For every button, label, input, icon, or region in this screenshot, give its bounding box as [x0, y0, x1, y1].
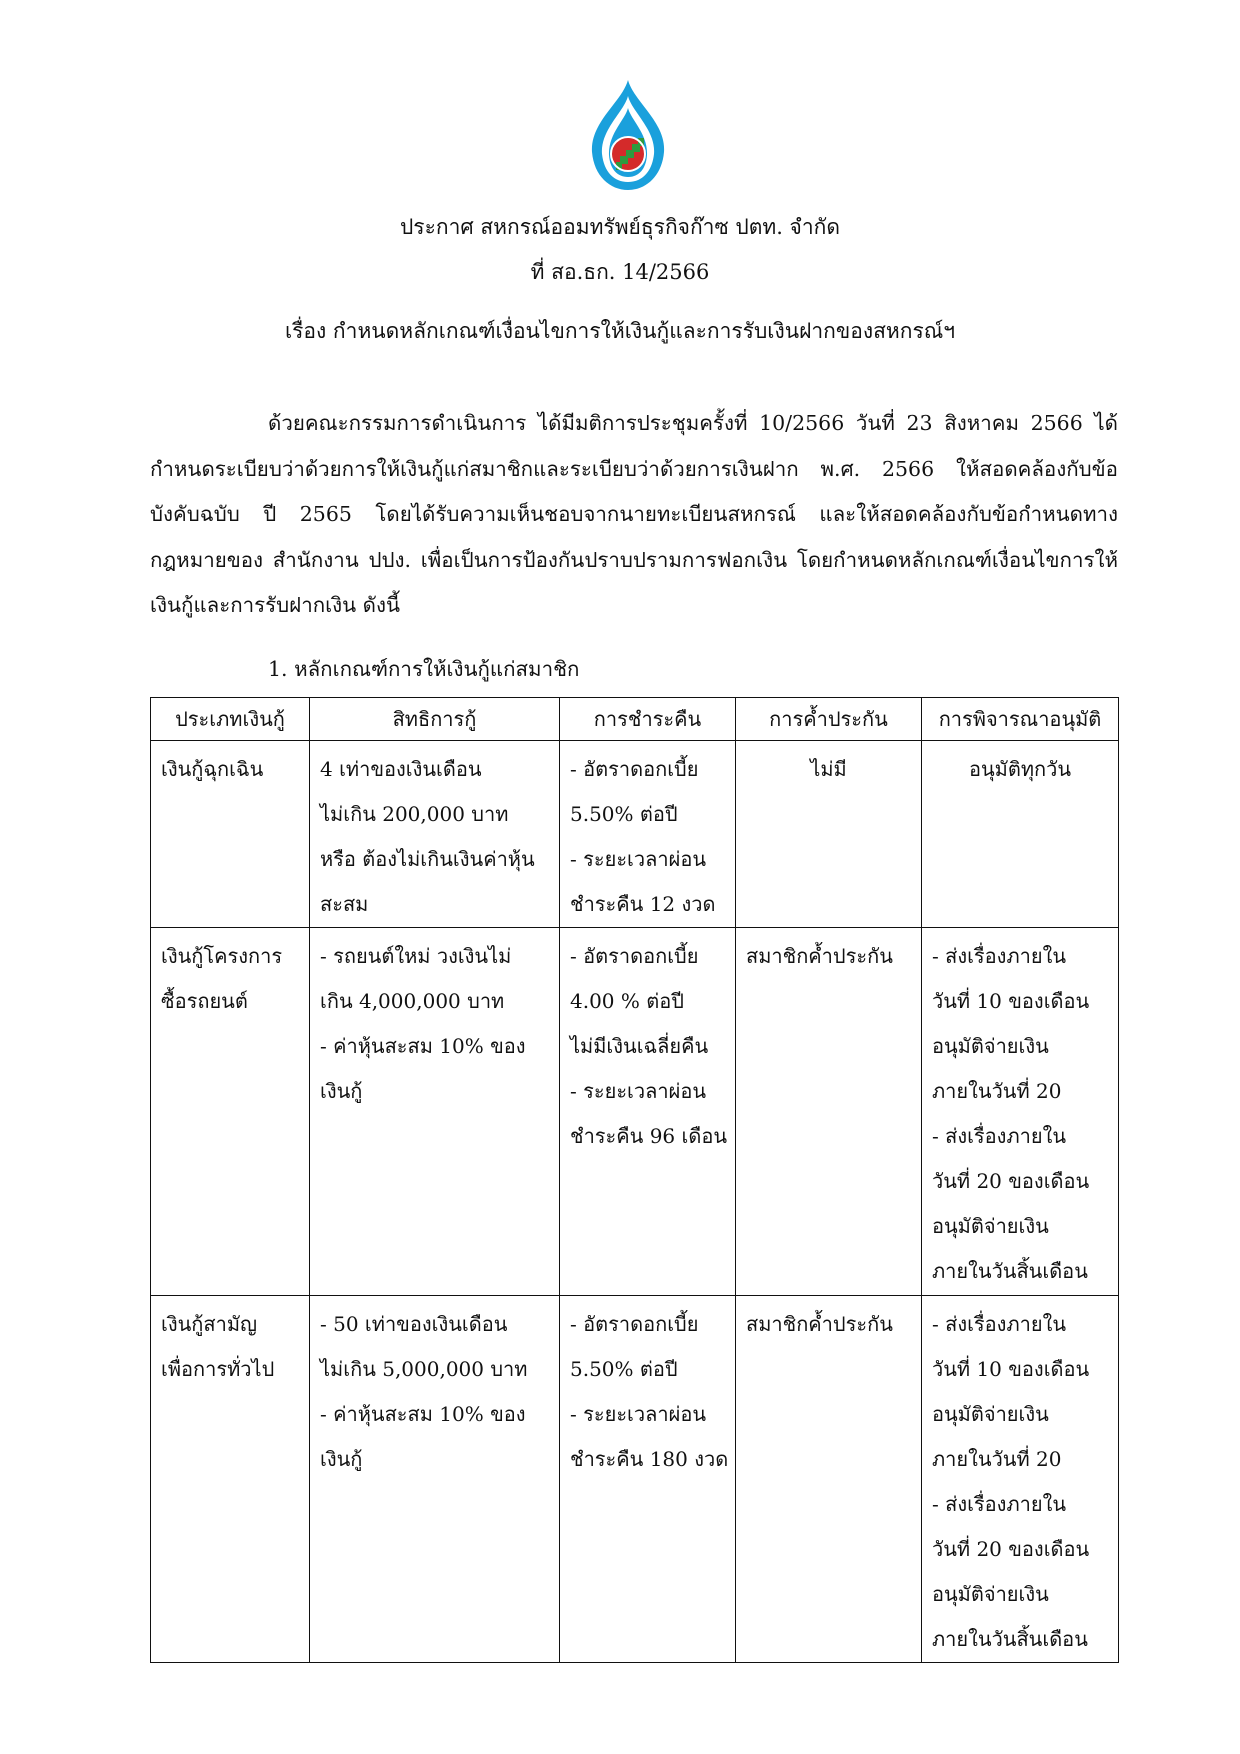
cell-line: ภายในวันสิ้นเดือน	[932, 1259, 1088, 1283]
cell-line: - อัตราดอกเบี้ย	[570, 757, 699, 781]
cell-line: - ค่าหุ้นสะสม 10% ของ	[320, 1034, 526, 1058]
cell-line: - ระยะเวลาผ่อน	[570, 847, 707, 871]
cell-line: ไม่เกิน 200,000 บาท	[320, 802, 509, 826]
cell-line: 4 เท่าของเงินเดือน	[320, 757, 482, 781]
cell-line: 5.50% ต่อปี	[570, 1357, 678, 1381]
cell-line: เกิน 4,000,000 บาท	[320, 989, 505, 1013]
cell-guarantee	[736, 1296, 922, 1663]
cell-line: - ระยะเวลาผ่อน	[570, 1402, 707, 1426]
cell-guarantee	[736, 928, 922, 1296]
column-header-guarantee: การค้ำประกัน	[736, 698, 922, 741]
cell-line: เงินกู้ฉุกเฉิน	[161, 757, 264, 781]
cell-line: เงินกู้	[320, 1447, 363, 1471]
cell-line: ภายในวันที่ 20	[932, 1079, 1062, 1103]
section-heading: 1. หลักเกณฑ์การให้เงินกู้แก่สมาชิก	[268, 657, 580, 681]
cell-line: เงินกู้	[320, 1079, 363, 1103]
cell-line: ชำระคืน 12 งวด	[570, 892, 716, 916]
subject-line: เรื่อง กำหนดหลักเกณฑ์เงื่อนไขการให้เงินกู้และการรับเงินฝากของสหกรณ์ฯ	[284, 319, 956, 343]
cell-line: อนุมัติจ่ายเงิน	[932, 1582, 1049, 1606]
cell-repayment	[560, 741, 736, 928]
intro-paragraph: ด้วยคณะกรรมการดำเนินการ ได้มีมติการประชุมครั้งที่ 10/2566 วันที่ 23 สิงหาคม 2566 ได้กำหนดระเบียบว่าด้วยการให้เงินกู้แก่สมาชิกและระเบียบว่าด้วยการเงินฝาก พ.ศ. 2566 ให้สอดคล้องกับข้อบังคับฉบับ ปี 2565 โดยได้รับความเห็นชอบจากนายทะเบียนสหกรณ์ และให้สอดคล้องกับข้อกำหนดทางกฎหมายของ สำนักงาน ปปง. เพื่อเป็นการป้องกันปราบปรามการฟอกเงิน โดยกำหนดหลักเกณฑ์เงื่อนไขการให้เงินกู้และการรับฝากเงิน ดังนี้	[150, 411, 1118, 617]
column-header-approval: การพิจารณาอนุมัติ	[922, 698, 1119, 741]
cell-line: ภายในวันที่ 20	[932, 1447, 1062, 1471]
cooperative-logo-icon	[588, 78, 668, 192]
cell-approval	[922, 1296, 1119, 1663]
cell-line: ไม่มีเงินเฉลี่ยคืน	[570, 1034, 709, 1058]
cell-line: เงินกู้โครงการ	[161, 944, 283, 968]
cell-line: - รถยนต์ใหม่ วงเงินไม่	[320, 944, 512, 968]
column-header-entitlement: สิทธิการกู้	[310, 698, 560, 741]
cell-line: - ค่าหุ้นสะสม 10% ของ	[320, 1402, 526, 1426]
cell-line: อนุมัติทุกวัน	[968, 757, 1072, 781]
cell-line: วันที่ 10 ของเดือน	[932, 989, 1090, 1013]
cell-line: เพื่อการทั่วไป	[161, 1357, 275, 1381]
cell-line: ไม่มี	[810, 757, 847, 781]
cell-line: ชำระคืน 180 งวด	[570, 1447, 729, 1471]
cell-line: หรือ ต้องไม่เกินเงินค่าหุ้น	[320, 847, 535, 871]
cell-line: - อัตราดอกเบี้ย	[570, 944, 699, 968]
table-row	[151, 1296, 1119, 1663]
cell-line: อนุมัติจ่ายเงิน	[932, 1214, 1049, 1238]
cell-entitlement	[310, 928, 560, 1296]
cell-line: ซื้อรถยนต์	[161, 989, 248, 1013]
reference-number: ที่ สอ.ธก. 14/2566	[530, 260, 710, 284]
cell-line: อนุมัติจ่ายเงิน	[932, 1034, 1049, 1058]
cell-line: ภายในวันสิ้นเดือน	[932, 1627, 1088, 1651]
cell-line: ไม่เกิน 5,000,000 บาท	[320, 1357, 528, 1381]
cell-approval	[922, 928, 1119, 1296]
cell-entitlement	[310, 741, 560, 928]
cell-entitlement	[310, 1296, 560, 1663]
cell-loan-type	[151, 1296, 310, 1663]
cell-line: วันที่ 20 ของเดือน	[932, 1169, 1090, 1193]
cell-line: - ส่งเรื่องภายใน	[932, 944, 1067, 968]
cell-line: 4.00 % ต่อปี	[570, 989, 684, 1013]
table-header-row	[151, 698, 1119, 741]
column-header-repayment: การชำระคืน	[560, 698, 736, 741]
cell-line: - ส่งเรื่องภายใน	[932, 1492, 1067, 1516]
cell-line: เงินกู้สามัญ	[161, 1312, 258, 1336]
cell-line: วันที่ 10 ของเดือน	[932, 1357, 1090, 1381]
cell-line: สมาชิกค้ำประกัน	[746, 1312, 893, 1336]
table-row	[151, 741, 1119, 928]
cell-line: - ส่งเรื่องภายใน	[932, 1312, 1067, 1336]
cell-line: สมาชิกค้ำประกัน	[746, 944, 893, 968]
cell-line: - ส่งเรื่องภายใน	[932, 1124, 1067, 1148]
table-row	[151, 928, 1119, 1296]
cell-line: - อัตราดอกเบี้ย	[570, 1312, 699, 1336]
column-header-loan-type: ประเภทเงินกู้	[151, 698, 310, 741]
cell-line: วันที่ 20 ของเดือน	[932, 1537, 1090, 1561]
cell-loan-type	[151, 928, 310, 1296]
cell-line: - ระยะเวลาผ่อน	[570, 1079, 707, 1103]
cell-guarantee	[736, 741, 922, 928]
cell-line: สะสม	[320, 892, 369, 916]
cell-loan-type	[151, 741, 310, 928]
cell-line: อนุมัติจ่ายเงิน	[932, 1402, 1049, 1426]
cell-approval	[922, 741, 1119, 928]
cell-repayment	[560, 928, 736, 1296]
announcement-title: ประกาศ สหกรณ์ออมทรัพย์ธุรกิจก๊าซ ปตท. จำกัด	[399, 215, 841, 239]
cell-line: 5.50% ต่อปี	[570, 802, 678, 826]
cell-line: - 50 เท่าของเงินเดือน	[320, 1312, 508, 1336]
loan-criteria-table	[150, 697, 1119, 1663]
cell-line: ชำระคืน 96 เดือน	[570, 1124, 728, 1148]
cell-repayment	[560, 1296, 736, 1663]
